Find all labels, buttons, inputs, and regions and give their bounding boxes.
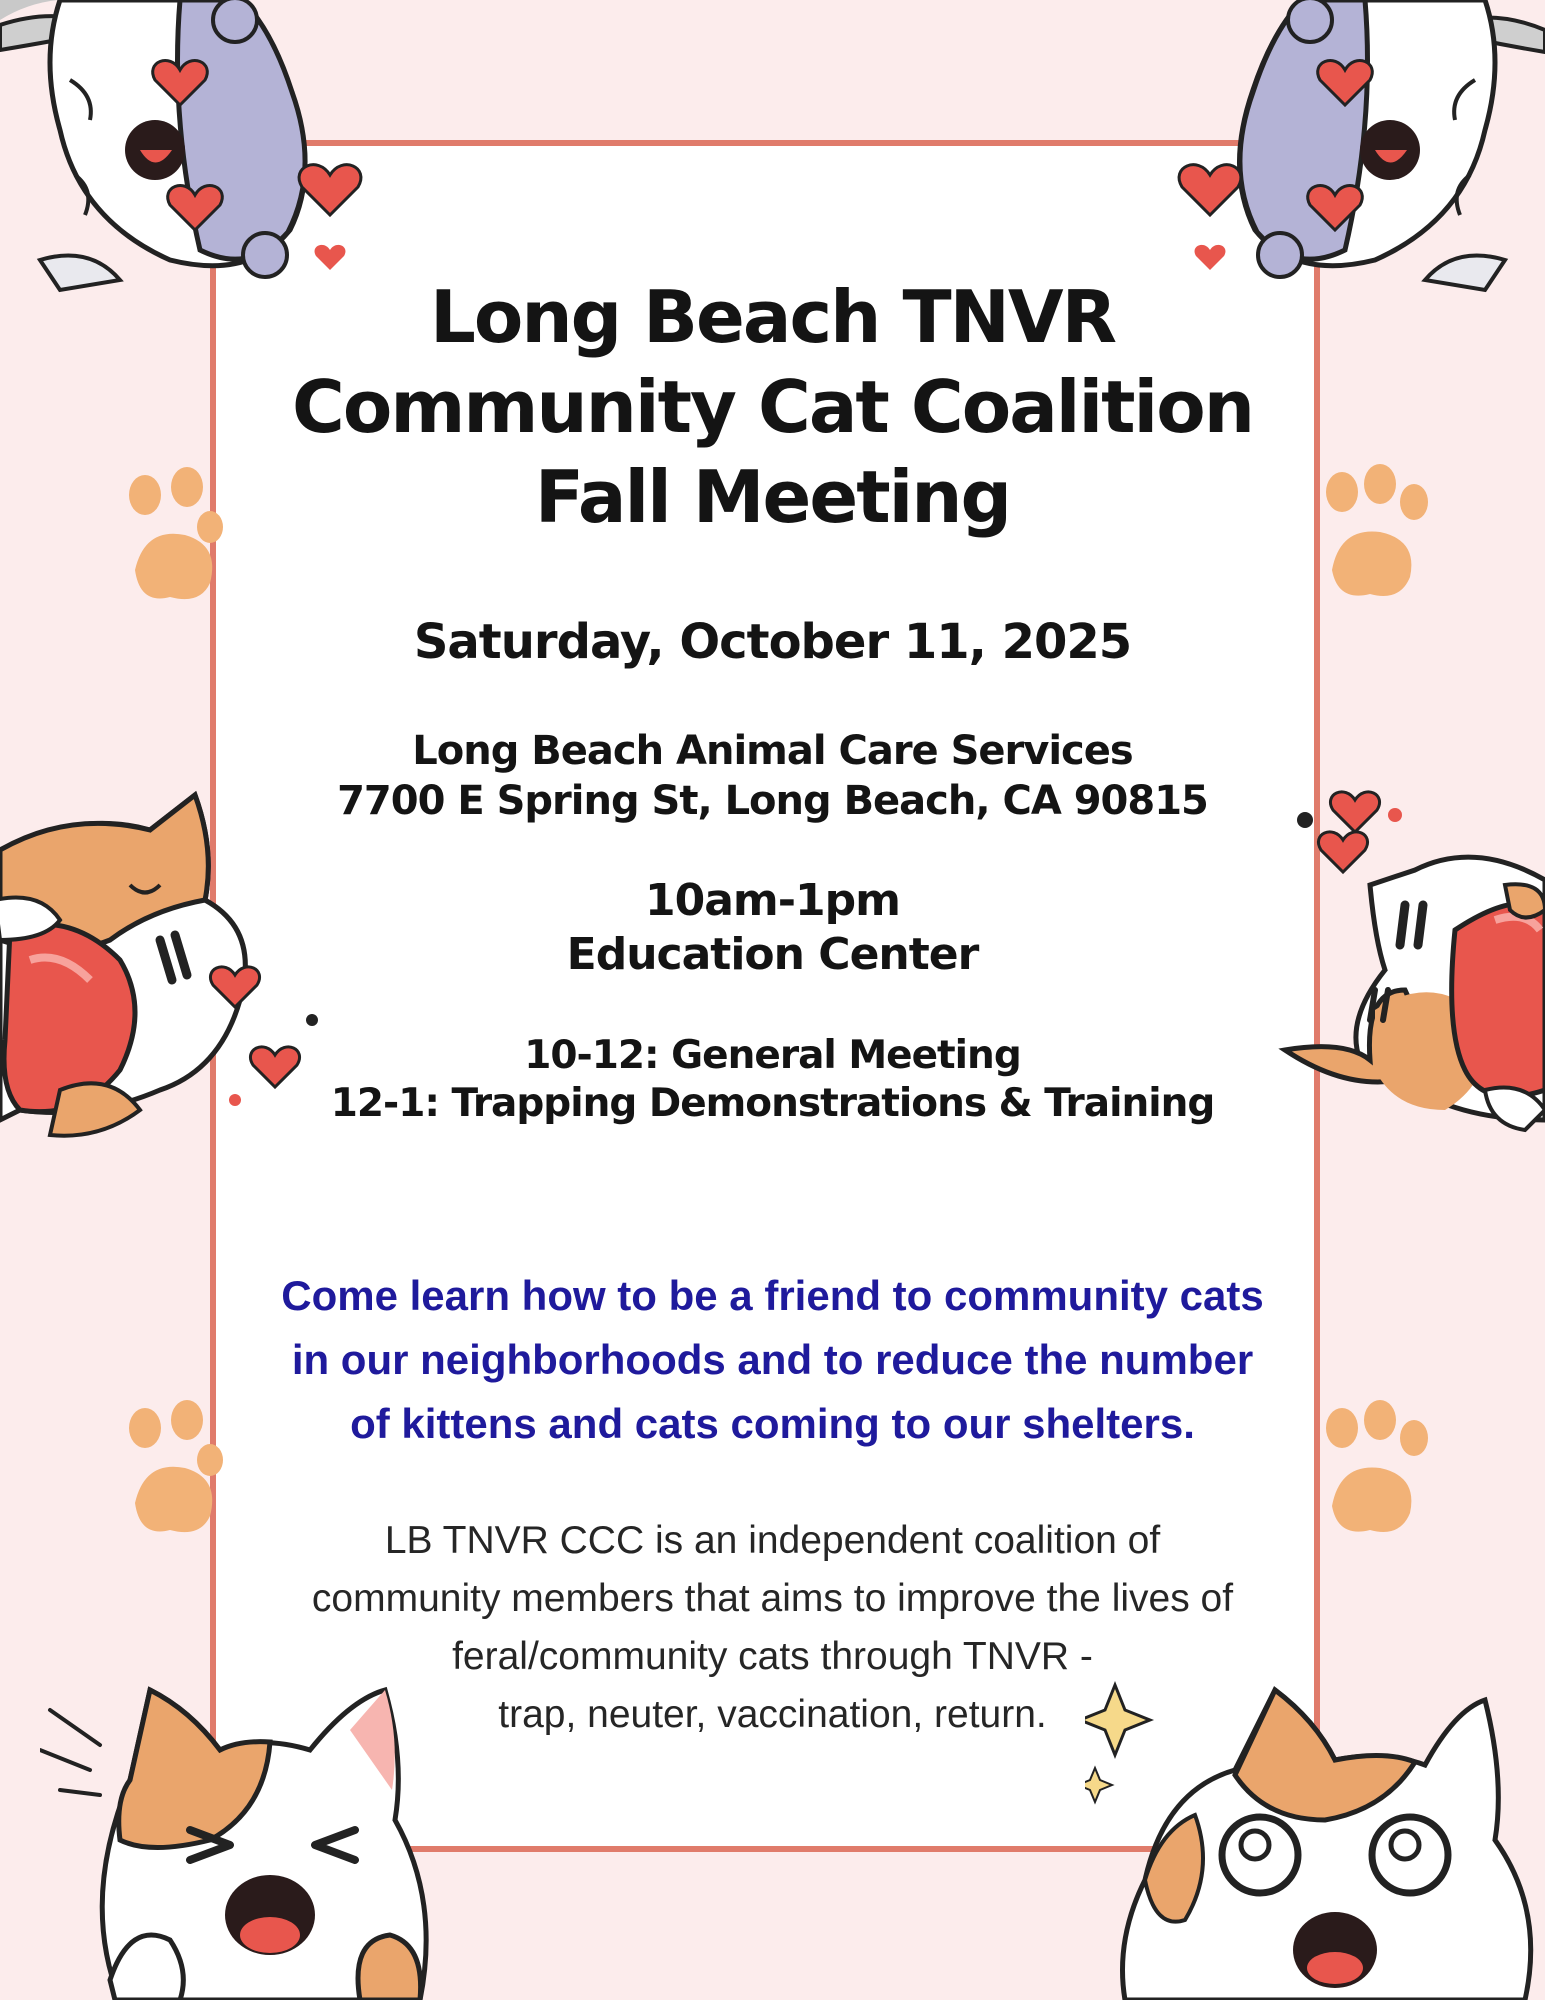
pitch-line: in our neighborhoods and to reduce the number: [291, 1336, 1254, 1383]
pitch-line: of kittens and cats coming to our shelters.: [350, 1400, 1195, 1447]
event-time: [0, 874, 1545, 982]
agenda-item: 12-1: Trapping Demonstrations & Training: [330, 1081, 1215, 1126]
event-agenda: [0, 1032, 1545, 1128]
event-title: [0, 272, 1545, 542]
venue-name: Long Beach Animal Care Services: [412, 728, 1133, 774]
venue-address: 7700 E Spring St, Long Beach, CA 90815: [337, 778, 1208, 824]
title-line-1: Long Beach TNVR: [429, 275, 1116, 359]
time-range: 10am-1pm: [645, 875, 900, 926]
gray-cat-icon: [1165, 0, 1545, 300]
gray-cat-icon: [0, 0, 380, 300]
about-line: community members that aims to improve the lives of: [311, 1577, 1234, 1620]
about-line: feral/community cats through TNVR -: [452, 1635, 1093, 1678]
call-to-action: [200, 1264, 1345, 1456]
event-venue: [0, 726, 1545, 826]
about-line: trap, neuter, vaccination, return.: [498, 1693, 1047, 1736]
coalition-description: [220, 1512, 1325, 1744]
about-line: LB TNVR CCC is an independent coalition of: [384, 1519, 1161, 1562]
title-line-3: Fall Meeting: [534, 455, 1011, 539]
title-line-2: Community Cat Coalition: [292, 365, 1253, 449]
agenda-item: 10-12: General Meeting: [524, 1033, 1021, 1078]
time-location: Education Center: [566, 929, 979, 980]
pitch-line: Come learn how to be a friend to community cats: [281, 1272, 1264, 1319]
event-date: Saturday, October 11, 2025: [413, 614, 1132, 670]
